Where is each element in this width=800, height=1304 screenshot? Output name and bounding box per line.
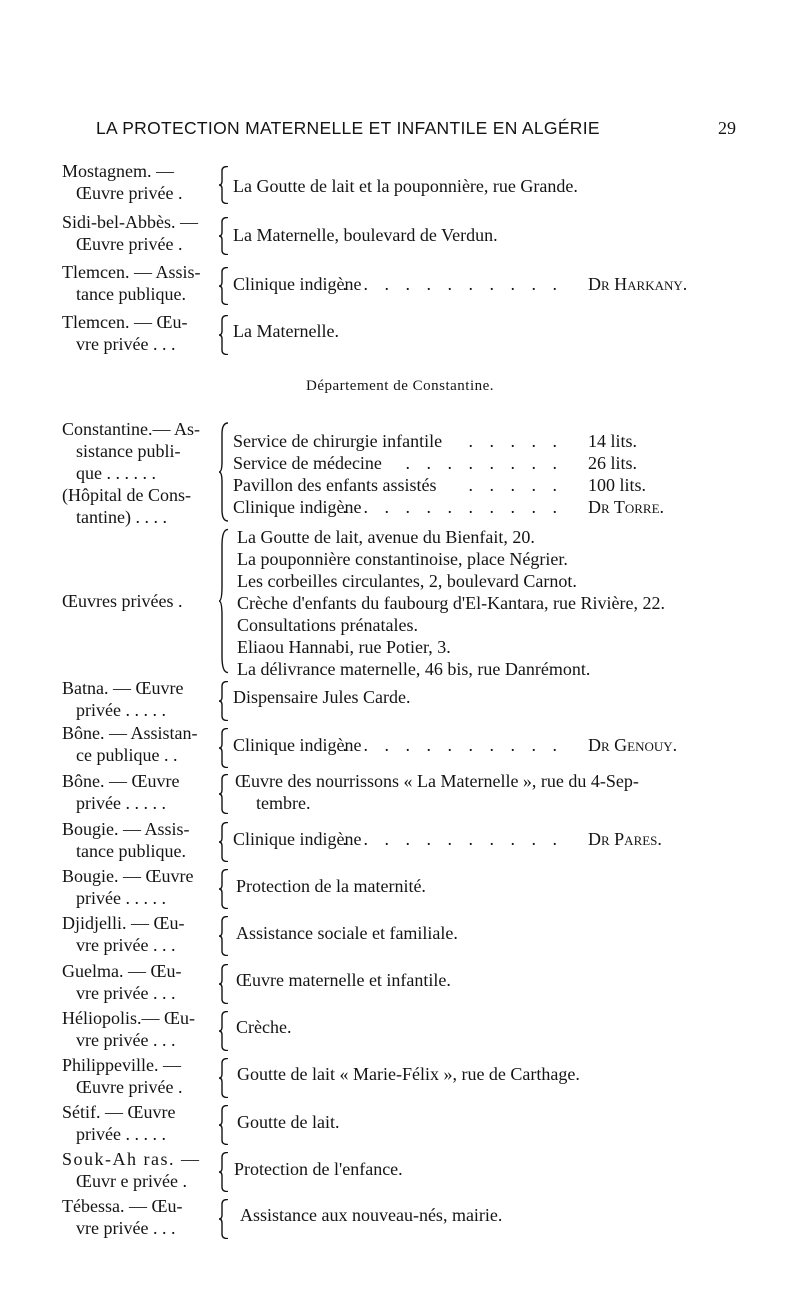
entry-text: Protection de la maternité. [236,876,426,896]
brace-icon [218,1011,230,1051]
brace-icon [218,315,230,355]
entry-label: Sétif. — Œuvre privée . . . . . [62,1102,176,1144]
entry-text: Protection de l'enfance. [234,1159,403,1179]
brace-icon [218,166,230,204]
entry-text: La Goutte de lait et la pouponnière, rue Grande. [233,176,578,196]
service-list [233,430,703,518]
entry-text: Goutte de lait. [237,1112,340,1132]
brace-icon [218,267,230,305]
brace-icon [218,681,230,721]
dot-leader: . . . . . . . . . . . [342,274,563,294]
brace-icon [218,1152,230,1192]
section-heading: Département de Constantine. [305,378,495,394]
list-item: Service de chirurgie infantile . . . . . 14 lits. [233,431,638,451]
list-item: La Goutte de lait, avenue du Bienfait, 20. [237,527,535,547]
entry-label: Mostagnem. — Œuvre privée . [62,161,183,203]
page-header [96,118,736,144]
entry-text: La Maternelle. [233,321,339,341]
entry-label: Souk-Ah ras. — Œuvr e privée . [62,1149,201,1191]
entry-row: Clinique indigène . . . . . . . . . . . Dr Harkany. [233,274,688,294]
brace-icon [218,1105,230,1145]
dot-leader: . . . . . . . . [405,453,563,473]
brace-icon [218,869,230,909]
list-item: La délivrance maternelle, 46 bis, rue Danrémont. [237,659,591,679]
brace-icon [218,728,230,768]
entry-text: Dispensaire Jules Carde. [233,687,411,707]
running-title: LA PROTECTION MATERNELLE ET INFANTILE EN ALGÉRIE [96,118,600,138]
brace-icon [218,528,230,674]
entry-label: Batna. — Œuvre privée . . . . . [62,678,184,720]
brace-icon [218,916,230,956]
dot-leader: . . . . . [468,431,563,451]
entry-row: Clinique indigène . . . . . . . . . . . Dr Pares. [233,829,662,849]
brace-icon [218,217,230,255]
list-item: Pavillon des enfants assistés . . . . . 100 lits. [233,475,647,495]
page-number: 29 [718,118,736,138]
oeuvres-list [237,526,665,680]
list-item: Consultations prénatales. [237,615,418,635]
entry-text: Goutte de lait « Marie-Félix », rue de Carthage. [237,1064,580,1084]
entry-label: Constantine.— As- sistance publi- que . . . . . . (Hôpital de Cons- tantine) . . . . [62,419,200,527]
entry-label: Philippeville. — Œuvre privée . [62,1055,183,1097]
entry-label: Bône. — Assistan- ce publique . . [62,723,198,765]
entry-text: Assistance sociale et familiale. [236,923,458,943]
list-item: Service de médecine . . . . . . . . 26 lits. [233,453,638,473]
entry-text: La Maternelle, boulevard de Verdun. [233,225,498,245]
brace-icon [218,822,230,862]
entry-label: Sidi-bel-Abbès. — Œuvre privée . [62,212,198,254]
entry-text: Crèche. [236,1017,292,1037]
brace-icon [218,964,230,1004]
entry-label: Bougie. — Œuvre privée . . . . . [62,866,194,908]
entry-label: Bougie. — Assis- tance publique. [62,819,190,861]
brace-icon [218,1058,230,1098]
list-item: Crèche d'enfants du faubourg d'El-Kantara, rue Rivière, 22. [237,593,666,613]
list-item: Les corbeilles circulantes, 2, boulevard Carnot. [237,571,577,591]
entry-label: Djidjelli. — Œu- vre privée . . . [62,913,185,955]
dot-leader: . . . . . [468,475,563,495]
brace-icon [218,1199,230,1239]
dot-leader: . . . . . . . . . . . [342,829,563,849]
entry-label: Guelma. — Œu- vre privée . . . [62,961,182,1003]
entry-label: Tébessa. — Œu- vre privée . . . [62,1196,183,1238]
entry-label: Bône. — Œuvre privée . . . . . [62,771,180,813]
list-item: Eliaou Hannabi, rue Potier, 3. [237,637,451,657]
brace-icon [218,422,230,522]
entry-text: Œuvre des nourrissons « La Maternelle », rue du 4-Sep- tembre. [235,771,639,813]
entry-text: Œuvre maternelle et infantile. [236,970,451,990]
entry-label: Tlemcen. — Assis- tance publique. [62,262,201,304]
entry-label: Héliopolis.— Œu- vre privée . . . [62,1008,195,1050]
brace-icon [218,774,230,814]
entry-text: Assistance aux nouveau-nés, mairie. [240,1205,503,1225]
entry-label: Œuvres privées . [62,591,183,611]
entry-row: Clinique indigène . . . . . . . . . . . Dr Genouy. [233,735,678,755]
dot-leader: . . . . . . . . . . . [342,735,563,755]
entry-label: Tlemcen. — Œu- vre privée . . . [62,312,188,354]
dot-leader: . . . . . . . . . . . [342,497,563,517]
list-item: La pouponnière constantinoise, place Négrier. [237,549,568,569]
list-item: Clinique indigène . . . . . . . . . . . Dr Torre. [233,497,665,517]
